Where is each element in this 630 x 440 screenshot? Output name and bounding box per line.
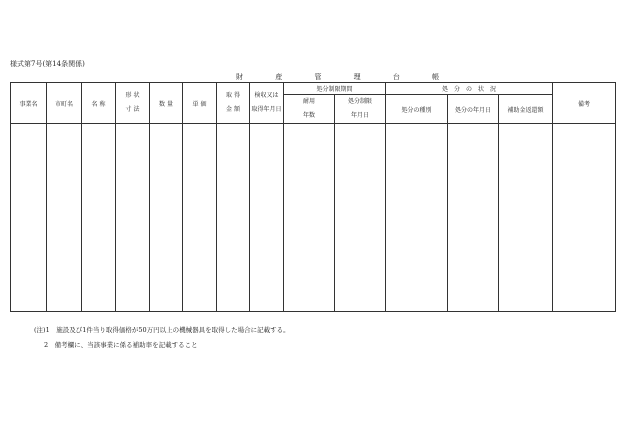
cell-useful-life[interactable] xyxy=(284,124,335,312)
header-acquired-date-label: 取得年月日 xyxy=(251,106,282,113)
header-acquisition-amount xyxy=(217,83,250,124)
note-2: 2 備考欄に、当該事業に係る補助率を記載すること xyxy=(44,341,198,349)
header-inspection-label: 検収又は xyxy=(254,92,279,99)
header-useful-life xyxy=(284,95,335,124)
cell-shape-size[interactable] xyxy=(116,124,150,312)
cell-unit-price[interactable] xyxy=(183,124,217,312)
header-acquisition-label: 取 得 xyxy=(226,92,240,99)
header-subsidy-refund: 補助金返還額 xyxy=(499,95,553,124)
cell-disposal-date[interactable] xyxy=(448,124,499,312)
header-disposal-period-group: 処分制限期間 xyxy=(284,83,386,95)
header-limit-date-label: 年月日 xyxy=(351,112,370,119)
form-number: 様式第7号(第14条関係) xyxy=(10,60,85,68)
cell-municipality[interactable] xyxy=(47,124,82,312)
cell-inspection-date[interactable] xyxy=(250,124,284,312)
cell-remarks[interactable] xyxy=(553,124,616,312)
header-name: 名 称 xyxy=(82,83,116,124)
header-useful-life-label: 耐用 xyxy=(302,98,315,105)
cell-quantity[interactable] xyxy=(150,124,183,312)
header-years-label: 年数 xyxy=(302,112,315,119)
property-ledger-table xyxy=(10,82,630,312)
header-row-1 xyxy=(11,83,630,95)
header-shape-label: 形 状 xyxy=(125,92,140,99)
cell-acquisition-amount[interactable] xyxy=(217,124,250,312)
header-business-name: 事業名 xyxy=(11,83,47,124)
header-disposal-type: 処分の種別 xyxy=(386,95,448,124)
note-1: (注)1 施設及び1件当り取得価格が50万円以上の機械器具を取得した場合に記載する。 xyxy=(34,326,290,334)
header-amount-label: 金 額 xyxy=(226,106,240,113)
header-size-label: 寸 法 xyxy=(125,106,140,113)
cell-disposal-limit-date[interactable] xyxy=(335,124,386,312)
header-disposal-status-group: 処 分 の 状 況 xyxy=(386,83,553,95)
header-unit-price: 単 価 xyxy=(183,83,217,124)
header-disposal-limit-date xyxy=(335,95,386,124)
header-remarks: 備考 xyxy=(553,83,616,124)
cell-name[interactable] xyxy=(82,124,116,312)
header-disposal-date: 処分の年月日 xyxy=(448,95,499,124)
cell-disposal-type[interactable] xyxy=(386,124,448,312)
header-disposal-limit-label: 処分制限 xyxy=(348,98,373,105)
ledger-entry-row xyxy=(11,124,630,312)
cell-subsidy-refund[interactable] xyxy=(499,124,553,312)
header-shape-size xyxy=(116,83,150,124)
cell-business-name[interactable] xyxy=(11,124,47,312)
document-title: 財 産 管 理 台 帳 xyxy=(236,73,455,81)
header-inspection-date xyxy=(250,83,284,124)
header-municipality: 市町名 xyxy=(47,83,82,124)
header-quantity: 数 量 xyxy=(150,83,183,124)
